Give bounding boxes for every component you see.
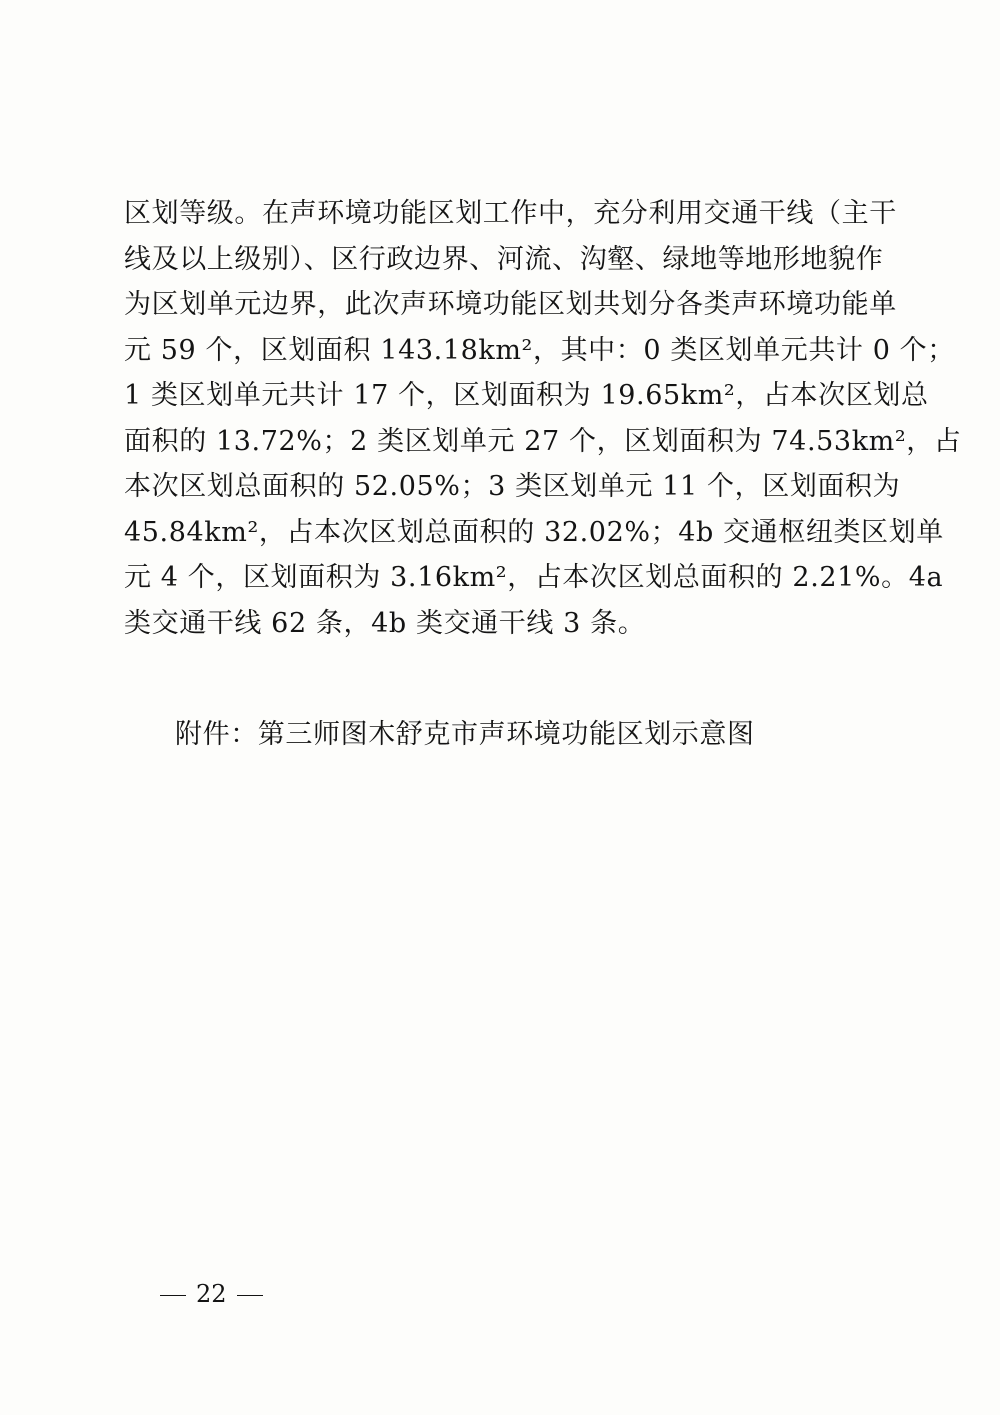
paragraph-line: 面积的 13.72%；2 类区划单元 27 个，区划面积为 74.53km²，占 — [124, 425, 962, 457]
paragraph-line: 本次区划总面积的 52.05%；3 类区划单元 11 个，区划面积为 — [124, 471, 901, 502]
dash-left — [160, 1295, 186, 1297]
paragraph-line: 区划等级。在声环境功能区划工作中，充分利用交通干线（主干 — [124, 198, 897, 229]
page-number-footer — [150, 1276, 273, 1312]
paragraph-line: 元 59 个，区划面积 143.18km²，其中：0 类区划单元共计 0 个； — [124, 334, 955, 366]
paragraph-line: 45.84km²，占本次区划总面积的 32.02%；4b 交通枢纽类区划单 — [124, 516, 944, 548]
paragraph-line: 元 4 个，区划面积为 3.16km²，占本次区划总面积的 2.21%。4a — [124, 562, 944, 593]
paragraph-line: 线及以上级别）、区行政边界、河流、沟壑、绿地等地形地貌作 — [124, 243, 884, 275]
paragraph-line: 类交通干线 62 条，4b 类交通干线 3 条。 — [124, 607, 646, 639]
dash-right — [237, 1295, 263, 1297]
page-number: 22 — [196, 1280, 227, 1308]
body-paragraph — [124, 191, 962, 646]
paragraph-line: 为区划单元边界，此次声环境功能区划共划分各类声环境功能单 — [124, 289, 897, 320]
attachment-note: 附件：第三师图木舒克市声环境功能区划示意图 — [175, 719, 755, 750]
paragraph-line: 1 类区划单元共计 17 个，区划面积为 19.65km²，占本次区划总 — [124, 380, 929, 411]
